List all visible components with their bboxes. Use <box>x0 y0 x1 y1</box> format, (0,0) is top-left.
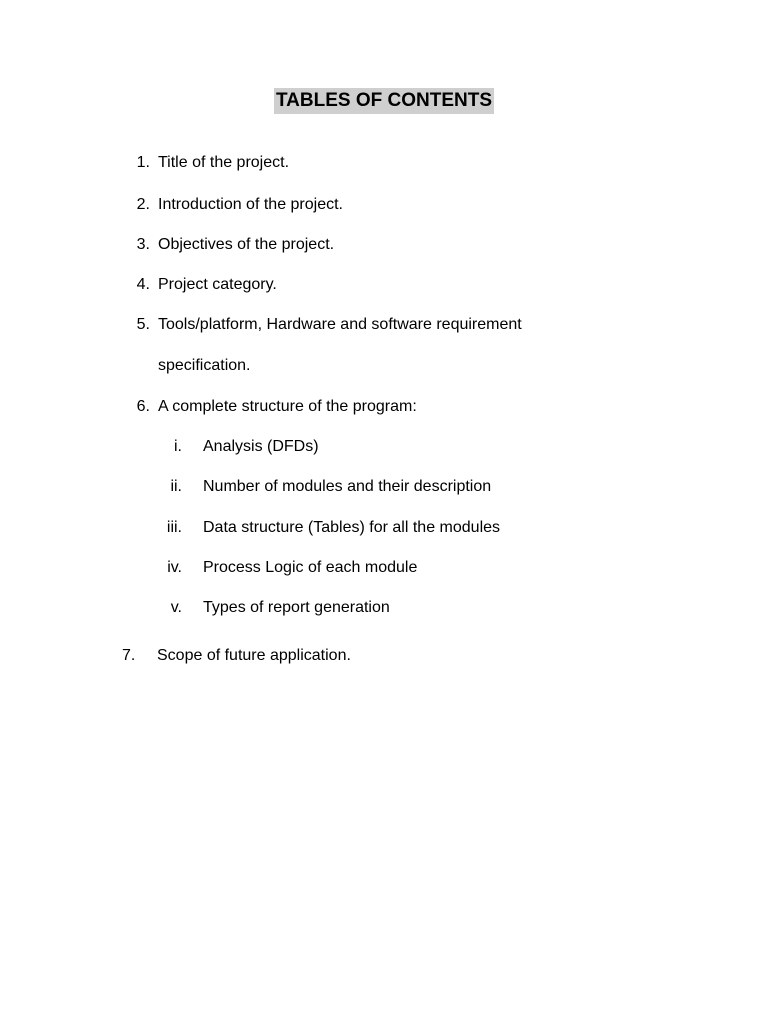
toc-item-text: Introduction of the project. <box>158 196 343 213</box>
toc-item-text: Scope of future application. <box>157 647 351 664</box>
toc-subitem-number: i. <box>174 438 182 455</box>
toc-item-text: Tools/platform, Hardware and software requirement <box>158 316 522 333</box>
toc-subitem-text: Types of report generation <box>203 599 390 616</box>
toc-item-text: Title of the project. <box>158 154 290 171</box>
toc-subitem-text: Analysis (DFDs) <box>203 438 319 455</box>
toc-subitem-text: Process Logic of each module <box>203 559 418 576</box>
toc-subitem-number: v. <box>170 599 182 616</box>
title-container <box>0 88 768 114</box>
toc-item-text: Project category. <box>158 276 277 293</box>
toc-item-number: 3. <box>136 236 150 253</box>
toc-item-text-continuation: specification. <box>158 357 251 374</box>
toc-item-text: Objectives of the project. <box>158 236 335 253</box>
toc-item-number: 5. <box>136 316 150 333</box>
page-title: TABLES OF CONTENTS <box>274 88 494 114</box>
toc-item-number: 7. <box>122 647 136 664</box>
toc-subitem-number: iv. <box>167 559 182 576</box>
toc-subitem-number: iii. <box>166 519 182 536</box>
toc-item-number: 1. <box>136 154 150 171</box>
toc-item-number: 2. <box>136 196 150 213</box>
toc-item-text: A complete structure of the program: <box>158 398 417 415</box>
toc-subitem-text: Data structure (Tables) for all the modules <box>203 519 501 536</box>
toc-subitem-text: Number of modules and their description <box>203 478 492 495</box>
toc-item-number: 4. <box>136 276 150 293</box>
toc-subitem-number: ii. <box>170 478 182 495</box>
toc-item-number: 6. <box>136 398 150 415</box>
